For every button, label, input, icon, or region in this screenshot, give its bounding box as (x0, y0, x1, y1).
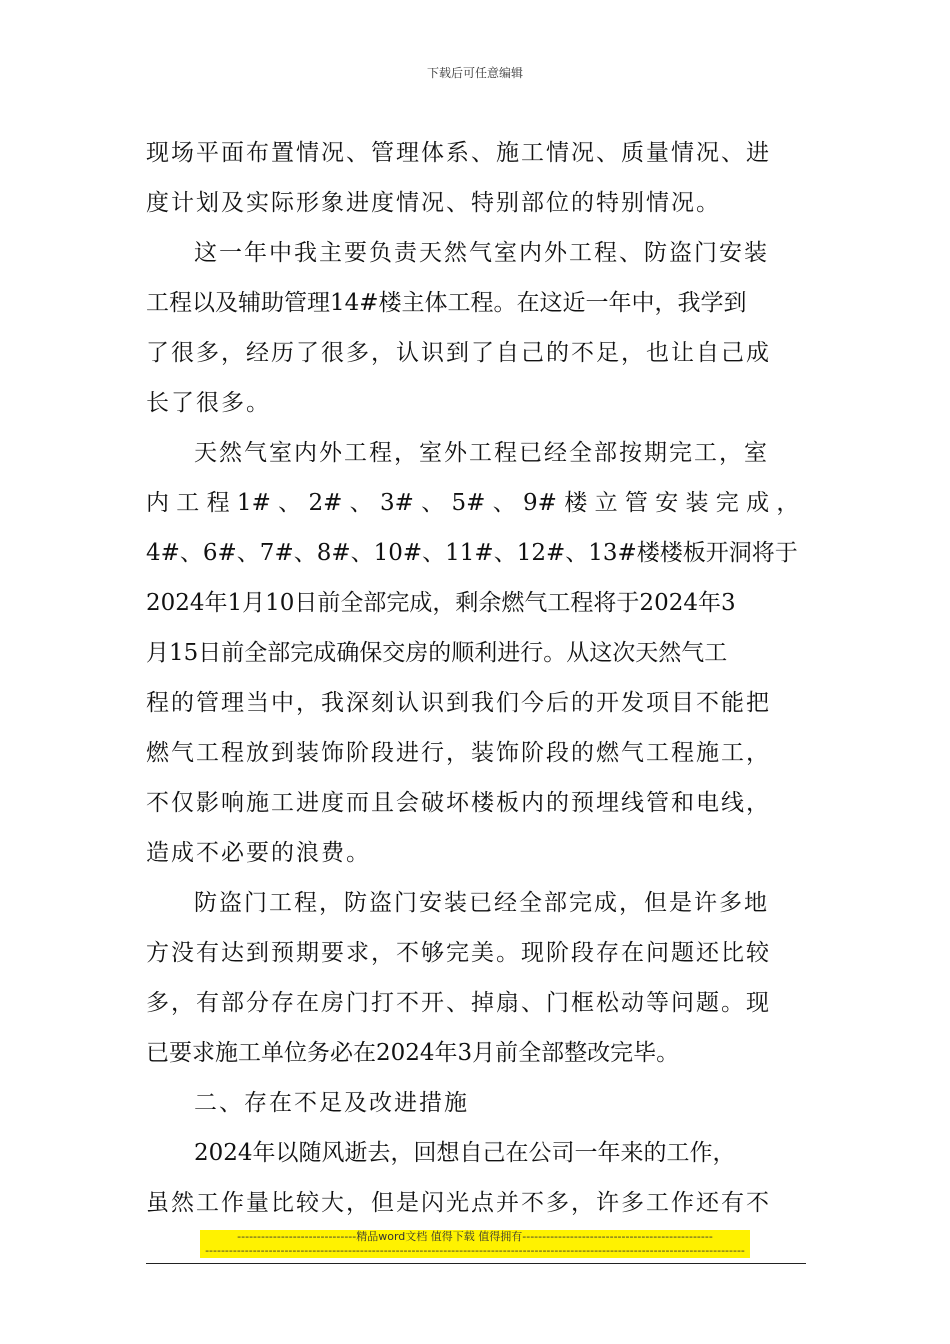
text-line: 现场平面布置情况、管理体系、施工情况、质量情况、进 (146, 140, 771, 166)
paragraph-start-line: 天然气室内外工程，室外工程已经全部按期完工，室 (194, 440, 769, 466)
paragraph-start-line: 2024年以随风逝去，回想自己在公司一年来的工作， (194, 1140, 736, 1166)
text-line: 方没有达到预期要求，不够完美。现阶段存在问题还比较 (146, 940, 771, 966)
footer-banner-dashes: ---------------------------------------------------------------------------------------------------------------------------------------- (205, 1244, 745, 1257)
body-text (146, 128, 806, 1228)
text-line: 程的管理当中，我深刻认识到我们今后的开发项目不能把 (146, 690, 771, 716)
header-note: 下载后可任意编辑 (426, 66, 523, 80)
text-line: 2024年1月10日前全部完成，剩余燃气工程将于2024年3 (146, 590, 736, 616)
paragraph-start-line: 这一年中我主要负责天然气室内外工程、防盗门安装 (194, 240, 769, 266)
footer-rule (146, 1263, 806, 1264)
text-line: 了很多，经历了很多，认识到了自己的不足，也让自己成 (146, 340, 771, 366)
text-line: 工程以及辅助管理14#楼主体工程。在这近一年中，我学到 (146, 290, 747, 316)
text-line: 4#、6#、7#、8#、10#、11#、12#、13#楼楼板开洞将于 (146, 540, 798, 566)
section-heading: 二、存在不足及改进措施 (194, 1090, 469, 1116)
text-line: 长了很多。 (146, 390, 271, 416)
text-line: 燃气工程放到装饰阶段进行，装饰阶段的燃气工程施工， (146, 740, 771, 766)
text-line: 已要求施工单位务必在2024年3月前全部整改完毕。 (146, 1040, 680, 1066)
paragraph-start-line: 防盗门工程，防盗门安装已经全部完成，但是许多地 (194, 890, 769, 916)
footer-banner (200, 1230, 750, 1258)
text-line: 内 工 程 1# 、 2# 、 3# 、 5# 、 9# 楼 立 管 安 装 完 成 ， (146, 490, 800, 516)
text-line: 不仅影响施工进度而且会破坏楼板内的预埋线管和电线， (146, 790, 771, 816)
text-line: 多，有部分存在房门打不开、掉扇、门框松动等问题。现 (146, 990, 771, 1016)
text-line: 造成不必要的浪费。 (146, 840, 371, 866)
text-line: 虽然工作量比较大，但是闪光点并不多，许多工作还有不 (146, 1190, 771, 1216)
text-line: 度计划及实际形象进度情况、特别部位的特别情况。 (146, 190, 721, 216)
footer-banner-text: ------------------------------精品word文档 值得下载 值得拥有------------------------------------------------ (237, 1230, 713, 1243)
text-line: 月15日前全部完成确保交房的顺利进行。从这次天然气工 (146, 640, 728, 666)
